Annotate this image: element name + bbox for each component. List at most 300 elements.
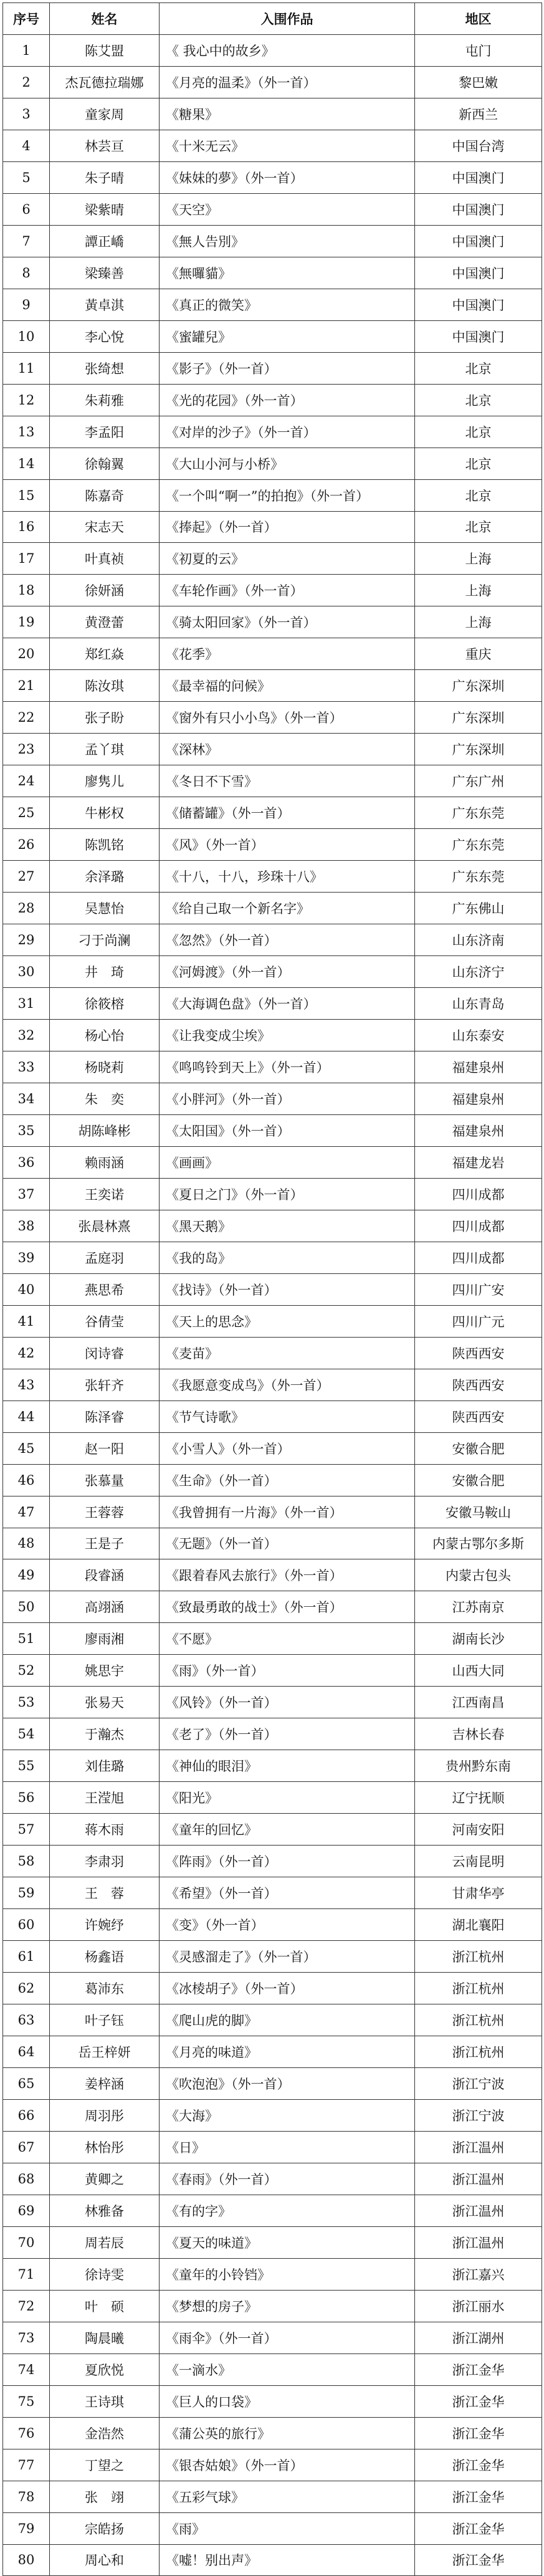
cell-work: 《让我变成尘埃》 xyxy=(160,1020,415,1051)
cell-work: 《十米无云》 xyxy=(160,130,415,161)
cell-name: 葛沛东 xyxy=(50,1973,160,2004)
cell-name: 周羽彤 xyxy=(50,2099,160,2131)
cell-name: 孟丫琪 xyxy=(50,734,160,765)
cell-num: 3 xyxy=(3,98,50,130)
cell-name: 廖雨湘 xyxy=(50,1623,160,1655)
table-row xyxy=(3,2417,542,2449)
cell-name: 王滢旭 xyxy=(50,1782,160,1814)
cell-name: 杨鑫语 xyxy=(50,1941,160,1973)
cell-region: 江苏南京 xyxy=(415,1591,542,1623)
table-row xyxy=(3,384,542,416)
cell-region: 福建泉州 xyxy=(415,1083,542,1114)
cell-name: 宗皓扬 xyxy=(50,2512,160,2544)
cell-region: 中国澳门 xyxy=(415,193,542,225)
cell-num: 57 xyxy=(3,1814,50,1846)
cell-work: 《最幸福的问候》 xyxy=(160,670,415,702)
header-name: 姓名 xyxy=(50,3,160,35)
cell-name: 陈泽睿 xyxy=(50,1401,160,1432)
table-row xyxy=(3,416,542,448)
cell-region: 广东深圳 xyxy=(415,702,542,734)
cell-name: 吴慧怡 xyxy=(50,893,160,924)
cell-work: 《日》 xyxy=(160,2131,415,2163)
cell-name: 夏欣悦 xyxy=(50,2353,160,2385)
table-row xyxy=(3,543,542,575)
cell-num: 60 xyxy=(3,1909,50,1941)
table-row xyxy=(3,161,542,193)
cell-name: 胡陈峰彬 xyxy=(50,1114,160,1146)
cell-num: 69 xyxy=(3,2195,50,2226)
cell-name: 陈凯铭 xyxy=(50,829,160,861)
cell-num: 56 xyxy=(3,1782,50,1814)
cell-work: 《神仙的眼泪》 xyxy=(160,1750,415,1782)
cell-work: 《蜜罐兒》 xyxy=(160,320,415,352)
cell-num: 62 xyxy=(3,1973,50,2004)
cell-work: 《捧起》（外一首） xyxy=(160,511,415,543)
cell-num: 8 xyxy=(3,257,50,289)
table-row xyxy=(3,257,542,289)
cell-region: 安徽合肥 xyxy=(415,1464,542,1496)
table-row xyxy=(3,1814,542,1846)
cell-region: 山东青岛 xyxy=(415,988,542,1020)
table-row xyxy=(3,2163,542,2195)
cell-region: 重庆 xyxy=(415,638,542,670)
table-row xyxy=(3,1782,542,1814)
cell-name: 童家周 xyxy=(50,98,160,130)
cell-name: 宋志天 xyxy=(50,511,160,543)
table-row xyxy=(3,225,542,257)
cell-num: 33 xyxy=(3,1051,50,1083)
table-row xyxy=(3,2131,542,2163)
cell-region: 上海 xyxy=(415,575,542,606)
table-row xyxy=(3,670,542,702)
cell-num: 26 xyxy=(3,829,50,861)
cell-work: 《银杏姑娘》（外一首） xyxy=(160,2449,415,2481)
cell-num: 61 xyxy=(3,1941,50,1973)
cell-num: 68 xyxy=(3,2163,50,2195)
cell-name: 张轩齐 xyxy=(50,1369,160,1401)
cell-num: 79 xyxy=(3,2512,50,2544)
cell-num: 74 xyxy=(3,2353,50,2385)
cell-name: 张慕量 xyxy=(50,1464,160,1496)
cell-name: 徐筱榕 xyxy=(50,988,160,1020)
cell-num: 50 xyxy=(3,1591,50,1623)
cell-work: 《我的岛》 xyxy=(160,1242,415,1273)
cell-num: 73 xyxy=(3,2322,50,2353)
cell-name: 杨晓莉 xyxy=(50,1051,160,1083)
cell-name: 周若辰 xyxy=(50,2226,160,2258)
cell-name: 李心悅 xyxy=(50,320,160,352)
cell-num: 65 xyxy=(3,2067,50,2099)
cell-work: 《花季》 xyxy=(160,638,415,670)
table-row xyxy=(3,1178,542,1210)
cell-work: 《找诗》（外一首） xyxy=(160,1273,415,1305)
cell-name: 张 翊 xyxy=(50,2481,160,2512)
cell-name: 王奕诺 xyxy=(50,1178,160,1210)
cell-work: 《灵感溜走了》（外一首） xyxy=(160,1941,415,1973)
header-work: 入围作品 xyxy=(160,3,415,35)
cell-work: 《画画》 xyxy=(160,1146,415,1178)
cell-region: 北京 xyxy=(415,511,542,543)
cell-work: 《不愿》 xyxy=(160,1623,415,1655)
table-row xyxy=(3,289,542,320)
cell-region: 中国澳门 xyxy=(415,225,542,257)
cell-region: 四川成都 xyxy=(415,1210,542,1242)
table-row xyxy=(3,1655,542,1687)
table-row xyxy=(3,1973,542,2004)
table-row xyxy=(3,861,542,893)
cell-name: 高翊涵 xyxy=(50,1591,160,1623)
cell-num: 75 xyxy=(3,2385,50,2417)
cell-work: 《雨伞》（外一首） xyxy=(160,2322,415,2353)
table-row xyxy=(3,1464,542,1496)
cell-name: 黄澄蕾 xyxy=(50,606,160,638)
cell-num: 31 xyxy=(3,988,50,1020)
cell-name: 杰瓦德拉瑞娜 xyxy=(50,66,160,98)
cell-name: 叶 硕 xyxy=(50,2290,160,2322)
cell-name: 陈嘉奇 xyxy=(50,479,160,511)
cell-region: 浙江温州 xyxy=(415,2131,542,2163)
cell-region: 广东东莞 xyxy=(415,861,542,893)
cell-region: 云南昆明 xyxy=(415,1846,542,1877)
table-row xyxy=(3,1750,542,1782)
cell-region: 安徽合肥 xyxy=(415,1432,542,1464)
cell-region: 四川广元 xyxy=(415,1305,542,1337)
cell-num: 16 xyxy=(3,511,50,543)
cell-name: 张晨林熹 xyxy=(50,1210,160,1242)
cell-name: 叶子钰 xyxy=(50,2004,160,2036)
cell-region: 浙江金华 xyxy=(415,2544,542,2576)
cell-region: 中国澳门 xyxy=(415,320,542,352)
cell-num: 51 xyxy=(3,1623,50,1655)
cell-num: 70 xyxy=(3,2226,50,2258)
cell-name: 林怡彤 xyxy=(50,2131,160,2163)
table-row xyxy=(3,829,542,861)
finalist-table xyxy=(2,2,542,2576)
table-row xyxy=(3,575,542,606)
cell-work: 《储蓄罐》（外一首） xyxy=(160,797,415,829)
cell-work: 《车轮作画》（外一首） xyxy=(160,575,415,606)
cell-work: 《月亮的温柔》（外一首） xyxy=(160,66,415,98)
cell-region: 屯门 xyxy=(415,34,542,66)
cell-num: 53 xyxy=(3,1687,50,1718)
table-row xyxy=(3,66,542,98)
table-row xyxy=(3,1591,542,1623)
cell-name: 王蓉蓉 xyxy=(50,1496,160,1528)
cell-region: 广东深圳 xyxy=(415,670,542,702)
table-row xyxy=(3,1020,542,1051)
cell-region: 北京 xyxy=(415,448,542,479)
cell-name: 王诗琪 xyxy=(50,2385,160,2417)
cell-work: 《五彩气球》 xyxy=(160,2481,415,2512)
cell-region: 浙江宁波 xyxy=(415,2067,542,2099)
cell-region: 安徽马鞍山 xyxy=(415,1496,542,1528)
cell-work: 《月亮的味道》 xyxy=(160,2036,415,2068)
table-row xyxy=(3,1146,542,1178)
cell-work: 《冰棱胡子》（外一首） xyxy=(160,1973,415,2004)
cell-work: 《有的字》 xyxy=(160,2195,415,2226)
cell-name: 牛彬权 xyxy=(50,797,160,829)
cell-region: 四川成都 xyxy=(415,1242,542,1273)
table-row xyxy=(3,352,542,384)
table-row xyxy=(3,1718,542,1750)
cell-name: 徐翰翼 xyxy=(50,448,160,479)
cell-region: 浙江丽水 xyxy=(415,2290,542,2322)
cell-name: 林芸亘 xyxy=(50,130,160,161)
cell-num: 14 xyxy=(3,448,50,479)
cell-num: 21 xyxy=(3,670,50,702)
table-row xyxy=(3,2353,542,2385)
cell-work: 《 我心中的故乡》 xyxy=(160,34,415,66)
cell-num: 39 xyxy=(3,1242,50,1273)
cell-region: 福建泉州 xyxy=(415,1051,542,1083)
cell-name: 陈艾盟 xyxy=(50,34,160,66)
table-row xyxy=(3,988,542,1020)
cell-region: 四川广安 xyxy=(415,1273,542,1305)
cell-work: 《大海调色盘》（外一首） xyxy=(160,988,415,1020)
cell-region: 中国台湾 xyxy=(415,130,542,161)
cell-name: 廖隽儿 xyxy=(50,765,160,797)
cell-work: 《致最勇敢的战士》（外一首） xyxy=(160,1591,415,1623)
cell-work: 《变》（外一首） xyxy=(160,1909,415,1941)
cell-work: 《河姆渡》（外一首） xyxy=(160,956,415,988)
table-row xyxy=(3,479,542,511)
cell-name: 朱莉雅 xyxy=(50,384,160,416)
cell-name: 朱 奕 xyxy=(50,1083,160,1114)
cell-region: 江西南昌 xyxy=(415,1687,542,1718)
cell-num: 42 xyxy=(3,1337,50,1369)
cell-work: 《无题》（外一首） xyxy=(160,1528,415,1559)
cell-region: 浙江嘉兴 xyxy=(415,2258,542,2290)
table-row xyxy=(3,1846,542,1877)
cell-num: 38 xyxy=(3,1210,50,1242)
cell-work: 《十八，十八，珍珠十八》 xyxy=(160,861,415,893)
cell-work: 《影子》（外一首） xyxy=(160,352,415,384)
cell-region: 广东佛山 xyxy=(415,893,542,924)
cell-name: 陶晨曦 xyxy=(50,2322,160,2353)
cell-num: 47 xyxy=(3,1496,50,1528)
table-row xyxy=(3,1623,542,1655)
table-row xyxy=(3,2290,542,2322)
cell-name: 余泽璐 xyxy=(50,861,160,893)
table-row xyxy=(3,130,542,161)
cell-work: 《跟着春风去旅行》（外一首） xyxy=(160,1559,415,1591)
cell-name: 刘佳璐 xyxy=(50,1750,160,1782)
cell-region: 福建龙岩 xyxy=(415,1146,542,1178)
table-row xyxy=(3,1528,542,1559)
cell-region: 山东济宁 xyxy=(415,956,542,988)
cell-name: 赖雨涵 xyxy=(50,1146,160,1178)
cell-name: 梁臻善 xyxy=(50,257,160,289)
cell-name: 孟庭羽 xyxy=(50,1242,160,1273)
table-row xyxy=(3,734,542,765)
cell-region: 北京 xyxy=(415,352,542,384)
table-row xyxy=(3,1083,542,1114)
cell-region: 浙江温州 xyxy=(415,2163,542,2195)
table-row xyxy=(3,638,542,670)
cell-region: 湖南长沙 xyxy=(415,1623,542,1655)
cell-name: 黃卓淇 xyxy=(50,289,160,320)
cell-region: 浙江金华 xyxy=(415,2481,542,2512)
cell-name: 赵一阳 xyxy=(50,1432,160,1464)
table-row xyxy=(3,1401,542,1432)
cell-num: 18 xyxy=(3,575,50,606)
cell-name: 叶真祯 xyxy=(50,543,160,575)
cell-num: 12 xyxy=(3,384,50,416)
cell-work: 《深林》 xyxy=(160,734,415,765)
table-row xyxy=(3,1432,542,1464)
cell-num: 20 xyxy=(3,638,50,670)
cell-name: 丁望之 xyxy=(50,2449,160,2481)
cell-work: 《风铃》（外一首） xyxy=(160,1687,415,1718)
cell-num: 76 xyxy=(3,2417,50,2449)
cell-num: 71 xyxy=(3,2258,50,2290)
table-row xyxy=(3,2322,542,2353)
cell-work: 《梦想的房子》 xyxy=(160,2290,415,2322)
cell-region: 浙江湖州 xyxy=(415,2322,542,2353)
cell-name: 陈汝琪 xyxy=(50,670,160,702)
cell-region: 广东东莞 xyxy=(415,829,542,861)
cell-region: 河南安阳 xyxy=(415,1814,542,1846)
cell-work: 《童年的小铃铛》 xyxy=(160,2258,415,2290)
cell-work: 《节气诗歌》 xyxy=(160,1401,415,1432)
cell-name: 李肃羽 xyxy=(50,1846,160,1877)
cell-num: 40 xyxy=(3,1273,50,1305)
cell-num: 41 xyxy=(3,1305,50,1337)
cell-work: 《我曾拥有一片海》（外一首） xyxy=(160,1496,415,1528)
cell-work: 《光的花园》（外一首） xyxy=(160,384,415,416)
cell-work: 《真正的微笑》 xyxy=(160,289,415,320)
cell-name: 周心和 xyxy=(50,2544,160,2576)
cell-work: 《夏日之门》（外一首） xyxy=(160,1178,415,1210)
cell-name: 张子盼 xyxy=(50,702,160,734)
cell-name: 金浩然 xyxy=(50,2417,160,2449)
cell-name: 刁于尚澜 xyxy=(50,924,160,956)
table-row xyxy=(3,2481,542,2512)
table-row xyxy=(3,2544,542,2576)
cell-work: 《嘘！别出声》 xyxy=(160,2544,415,2576)
table-row xyxy=(3,797,542,829)
cell-region: 黎巴嫩 xyxy=(415,66,542,98)
cell-work: 《雨》 xyxy=(160,2512,415,2544)
table-row xyxy=(3,2067,542,2099)
cell-region: 浙江金华 xyxy=(415,2385,542,2417)
cell-region: 浙江温州 xyxy=(415,2226,542,2258)
table-row xyxy=(3,1496,542,1528)
cell-num: 27 xyxy=(3,861,50,893)
cell-region: 浙江杭州 xyxy=(415,1973,542,2004)
cell-region: 福建泉州 xyxy=(415,1114,542,1146)
cell-work: 《窗外有只小小鸟》（外一首） xyxy=(160,702,415,734)
cell-name: 许婉纾 xyxy=(50,1909,160,1941)
table-row xyxy=(3,1559,542,1591)
cell-region: 浙江温州 xyxy=(415,2195,542,2226)
cell-region: 甘肃华亭 xyxy=(415,1877,542,1909)
table-row xyxy=(3,2195,542,2226)
cell-work: 《风》（外一首） xyxy=(160,829,415,861)
cell-region: 山东泰安 xyxy=(415,1020,542,1051)
cell-region: 山东济南 xyxy=(415,924,542,956)
cell-region: 广东广州 xyxy=(415,765,542,797)
table-row xyxy=(3,1273,542,1305)
cell-name: 杨心怡 xyxy=(50,1020,160,1051)
cell-num: 10 xyxy=(3,320,50,352)
cell-region: 广东东莞 xyxy=(415,797,542,829)
table-row xyxy=(3,1941,542,1973)
cell-region: 广东深圳 xyxy=(415,734,542,765)
cell-num: 43 xyxy=(3,1369,50,1401)
cell-name: 譚正嶠 xyxy=(50,225,160,257)
cell-name: 徐妍涵 xyxy=(50,575,160,606)
cell-name: 郑红焱 xyxy=(50,638,160,670)
cell-num: 78 xyxy=(3,2481,50,2512)
cell-region: 陕西西安 xyxy=(415,1369,542,1401)
cell-region: 湖北襄阳 xyxy=(415,1909,542,1941)
cell-num: 17 xyxy=(3,543,50,575)
cell-num: 67 xyxy=(3,2131,50,2163)
cell-work: 《老了》（外一首） xyxy=(160,1718,415,1750)
cell-name: 闵诗睿 xyxy=(50,1337,160,1369)
cell-work: 《天上的思念》 xyxy=(160,1305,415,1337)
cell-work: 《忽然》（外一首） xyxy=(160,924,415,956)
cell-name: 蒋木雨 xyxy=(50,1814,160,1846)
cell-name: 李孟阳 xyxy=(50,416,160,448)
cell-region: 陕西西安 xyxy=(415,1401,542,1432)
cell-region: 内蒙古包头 xyxy=(415,1559,542,1591)
cell-num: 32 xyxy=(3,1020,50,1051)
cell-work: 《阳光》 xyxy=(160,1782,415,1814)
cell-work: 《大山小河与小桥》 xyxy=(160,448,415,479)
cell-num: 66 xyxy=(3,2099,50,2131)
table-row xyxy=(3,511,542,543)
table-row xyxy=(3,1687,542,1718)
cell-name: 段睿涵 xyxy=(50,1559,160,1591)
cell-region: 浙江金华 xyxy=(415,2449,542,2481)
table-row xyxy=(3,320,542,352)
cell-work: 《夏天的味道》 xyxy=(160,2226,415,2258)
cell-num: 64 xyxy=(3,2036,50,2068)
cell-work: 《春雨》（外一首） xyxy=(160,2163,415,2195)
table-row xyxy=(3,2449,542,2481)
cell-name: 林雅备 xyxy=(50,2195,160,2226)
cell-region: 中国澳门 xyxy=(415,257,542,289)
cell-num: 15 xyxy=(3,479,50,511)
cell-work: 《希望》（外一首） xyxy=(160,1877,415,1909)
cell-work: 《爬山虎的脚》 xyxy=(160,2004,415,2036)
table-row xyxy=(3,1369,542,1401)
table-row xyxy=(3,2004,542,2036)
cell-region: 陕西西安 xyxy=(415,1337,542,1369)
cell-num: 54 xyxy=(3,1718,50,1750)
cell-work: 《一滴水》 xyxy=(160,2353,415,2385)
cell-work: 《太阳国》（外一首） xyxy=(160,1114,415,1146)
cell-region: 中国澳门 xyxy=(415,161,542,193)
table-row xyxy=(3,1909,542,1941)
cell-num: 80 xyxy=(3,2544,50,2576)
table-row xyxy=(3,1210,542,1242)
cell-num: 37 xyxy=(3,1178,50,1210)
cell-num: 35 xyxy=(3,1114,50,1146)
cell-name: 岳王梓妍 xyxy=(50,2036,160,2068)
cell-num: 2 xyxy=(3,66,50,98)
cell-region: 浙江杭州 xyxy=(415,1941,542,1973)
cell-num: 9 xyxy=(3,289,50,320)
table-row xyxy=(3,448,542,479)
cell-name: 谷倩莹 xyxy=(50,1305,160,1337)
table-row xyxy=(3,1114,542,1146)
cell-num: 13 xyxy=(3,416,50,448)
cell-name: 王是子 xyxy=(50,1528,160,1559)
cell-work: 《童年的回忆》 xyxy=(160,1814,415,1846)
